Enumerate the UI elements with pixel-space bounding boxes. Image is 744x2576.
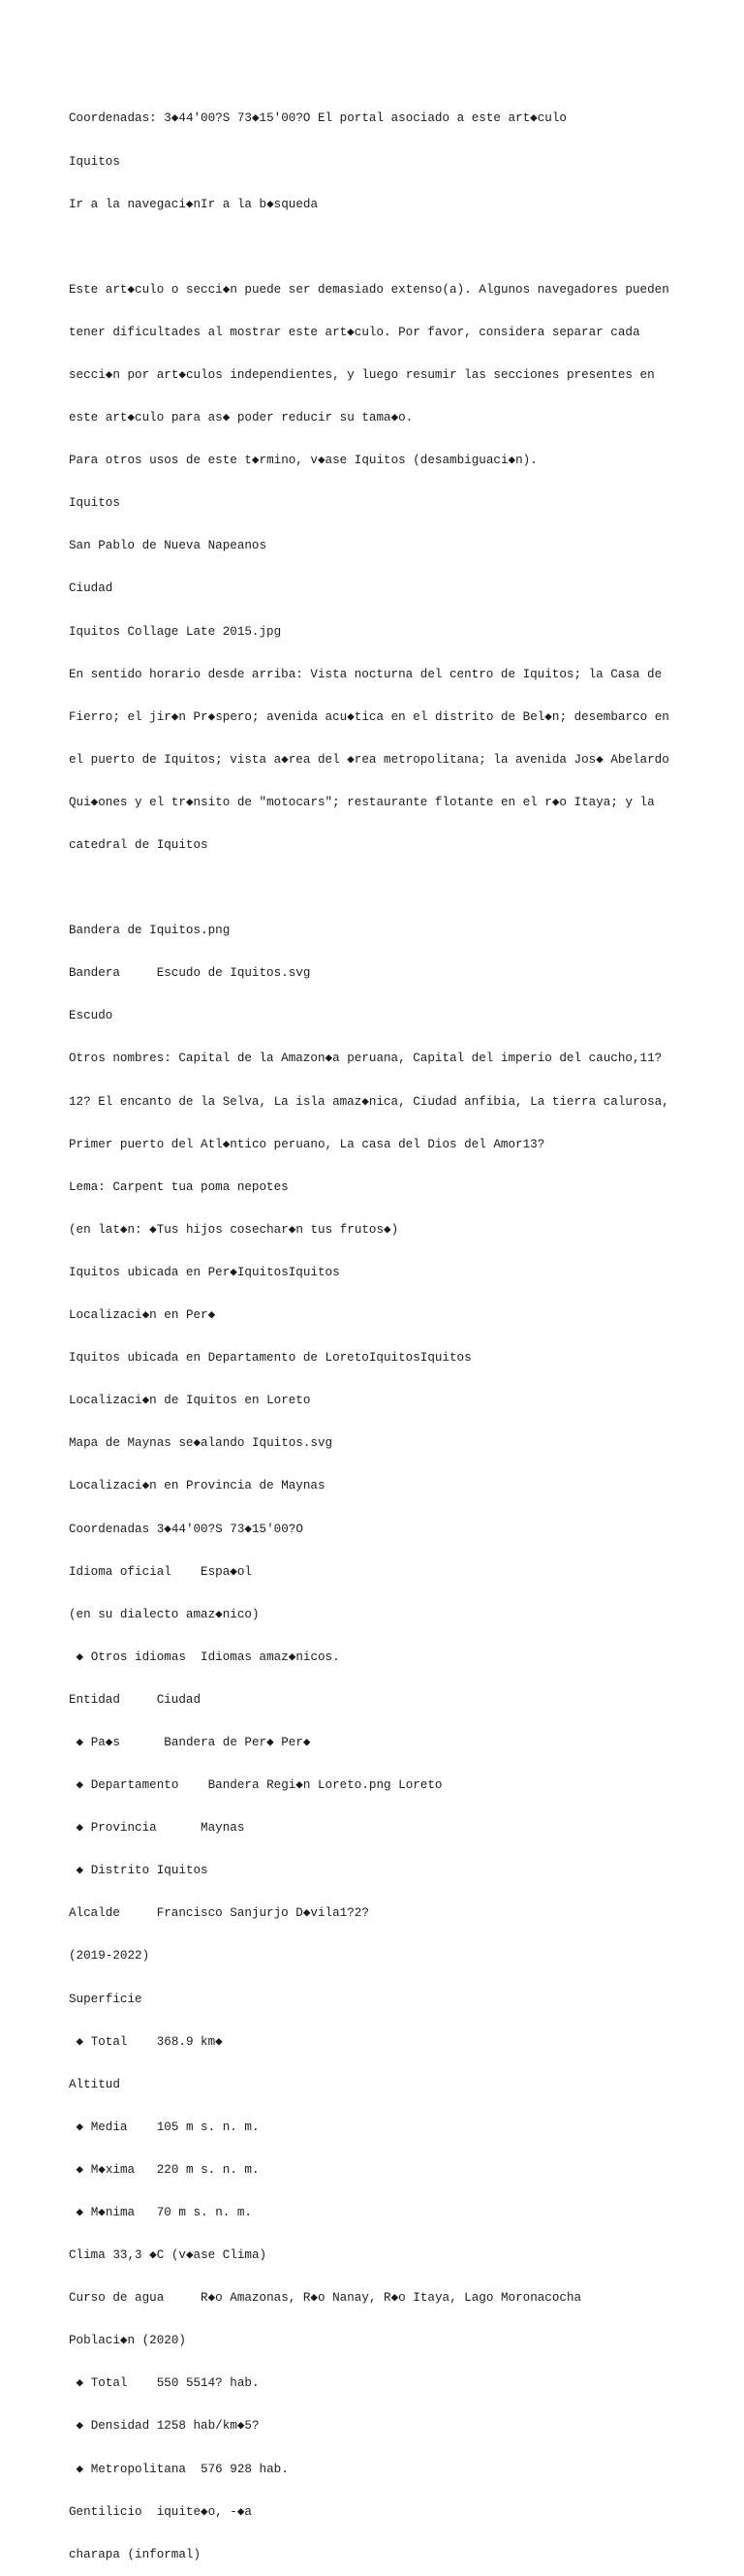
image-caption-line: el puerto de Iquitos; vista a◆rea del ◆rea metropolitana; la avenida Jos◆ Abelardo bbox=[69, 752, 669, 767]
flag-shield-line: Bandera Escudo de Iquitos.svg bbox=[69, 966, 311, 981]
other-names-line: Otros nombres: Capital de la Amazon◆a peruana, Capital del imperio del caucho,11? bbox=[69, 1052, 663, 1066]
infobox-population-heading: Poblaci◆n (2020) bbox=[69, 2334, 186, 2348]
infobox-country: ◆ Pa◆s Bandera de Per◆ Per◆ bbox=[69, 1735, 311, 1749]
image-filename: Iquitos Collage Late 2015.jpg bbox=[69, 624, 282, 639]
infobox-population-density: ◆ Densidad 1258 hab/km◆5? bbox=[69, 2419, 260, 2434]
infobox-altitude-min: ◆ M◆nima 70 m s. n. m. bbox=[69, 2206, 252, 2219]
infobox-entity: Entidad Ciudad bbox=[69, 1692, 202, 1707]
infobox-mayor: Alcalde Francisco Sanjurjo D◆vila1?2? bbox=[69, 1906, 369, 1921]
blank-line bbox=[69, 881, 737, 895]
infobox-waterways: Curso de agua R◆o Amazonas, R◆o Nanay, R◆o Itaya, Lago Moronacocha bbox=[69, 2291, 582, 2306]
infobox-demonym: Gentilicio iquite◆o, -◆a bbox=[69, 2504, 252, 2519]
infobox-title: Iquitos bbox=[69, 496, 120, 511]
infobox-climate: Clima 33,3 ◆C (v◆ase Clima) bbox=[69, 2248, 267, 2263]
infobox-altitude-heading: Altitud bbox=[69, 2077, 120, 2091]
location-map-caption: Localizaci◆n en Per◆ bbox=[69, 1308, 216, 1323]
flag-filename: Bandera de Iquitos.png bbox=[69, 924, 231, 938]
shield-label: Escudo bbox=[69, 1009, 113, 1023]
motto-translation: (en lat◆n: ◆Tus hijos cosechar◆n tus frutos◆) bbox=[69, 1222, 399, 1237]
notice-line: Este art◆culo o secci◆n puede ser demasiado extenso(a). Algunos navegadores pueden bbox=[69, 282, 669, 297]
infobox-department: ◆ Departamento Bandera Regi◆n Loreto.png Loreto bbox=[69, 1778, 443, 1793]
infobox-altitude-max: ◆ M◆xima 220 m s. n. m. bbox=[69, 2162, 260, 2177]
infobox-district: ◆ Distrito Iquitos bbox=[69, 1864, 208, 1878]
disambiguation-note: Para otros usos de este t◆rmino, v◆ase Iquitos (desambiguaci◆n). bbox=[69, 454, 538, 468]
infobox-other-languages: ◆ Otros idiomas Idiomas amaz◆nicos. bbox=[69, 1649, 340, 1664]
motto-line: Lema: Carpent tua poma nepotes bbox=[69, 1179, 289, 1194]
infobox-mayor-term: (2019-2022) bbox=[69, 1949, 150, 1963]
other-names-line: 12? El encanto de la Selva, La isla amaz◆nica, Ciudad anfibia, La tierra calurosa, bbox=[69, 1094, 669, 1109]
image-caption-line: catedral de Iquitos bbox=[69, 838, 208, 852]
breadcrumb-title: Iquitos bbox=[69, 154, 120, 169]
notice-line: tener dificultades al mostrar este art◆culo. Por favor, considera separar cada bbox=[69, 325, 640, 339]
infobox-area-heading: Superficie bbox=[69, 1992, 142, 2006]
image-caption-line: Fierro; el jir◆n Pr◆spero; avenida acu◆tica en el distrito de Bel◆n; desembarco en bbox=[69, 709, 669, 724]
infobox-entity-type: Ciudad bbox=[69, 581, 113, 596]
coordinates-line: Coordenadas: 3◆44'00?S 73◆15'00?O El portal asociado a este art◆culo bbox=[69, 111, 567, 126]
infobox-population-metro: ◆ Metropolitana 576 928 hab. bbox=[69, 2462, 289, 2476]
infobox-coordinates: Coordenadas 3◆44'00?S 73◆15'00?O bbox=[69, 1522, 303, 1536]
location-map-line: Iquitos ubicada en Per◆IquitosIquitos bbox=[69, 1265, 340, 1279]
navigation-skip-links[interactable]: Ir a la navegaci◆nIr a la b◆squeda bbox=[69, 197, 319, 211]
image-caption-line: En sentido horario desde arriba: Vista nocturna del centro de Iquitos; la Casa de bbox=[69, 667, 663, 681]
document-body bbox=[69, 83, 737, 2576]
location-map-caption: Localizaci◆n en Provincia de Maynas bbox=[69, 1479, 326, 1493]
image-caption-line: Qui◆ones y el tr◆nsito de "motocars"; restaurante flotante en el r◆o Itaya; y la bbox=[69, 795, 655, 809]
infobox-altitude-mean: ◆ Media 105 m s. n. m. bbox=[69, 2120, 260, 2134]
infobox-dialect: (en su dialecto amaz◆nico) bbox=[69, 1607, 260, 1621]
location-map-line: Iquitos ubicada en Departamento de LoretoIquitosIquitos bbox=[69, 1351, 472, 1366]
infobox-demonym-informal: charapa (informal) bbox=[69, 2547, 202, 2561]
other-names-line: Primer puerto del Atl◆ntico peruano, La casa del Dios del Amor13? bbox=[69, 1137, 545, 1151]
location-map-caption: Localizaci◆n de Iquitos en Loreto bbox=[69, 1394, 311, 1408]
infobox-province: ◆ Provincia Maynas bbox=[69, 1821, 245, 1836]
infobox-subtitle: San Pablo de Nueva Napeanos bbox=[69, 539, 267, 553]
location-map-line: Mapa de Maynas se◆alando Iquitos.svg bbox=[69, 1436, 333, 1451]
infobox-official-language: Idioma oficial Espa◆ol bbox=[69, 1564, 252, 1579]
notice-line: secci◆n por art◆culos independientes, y luego resumir las secciones presentes en bbox=[69, 367, 655, 382]
infobox-area-total: ◆ Total 368.9 km◆ bbox=[69, 2034, 223, 2049]
blank-line bbox=[69, 240, 737, 255]
notice-line: este art◆culo para as◆ poder reducir su tama◆o. bbox=[69, 411, 414, 425]
infobox-population-total: ◆ Total 550 5514? hab. bbox=[69, 2376, 260, 2391]
